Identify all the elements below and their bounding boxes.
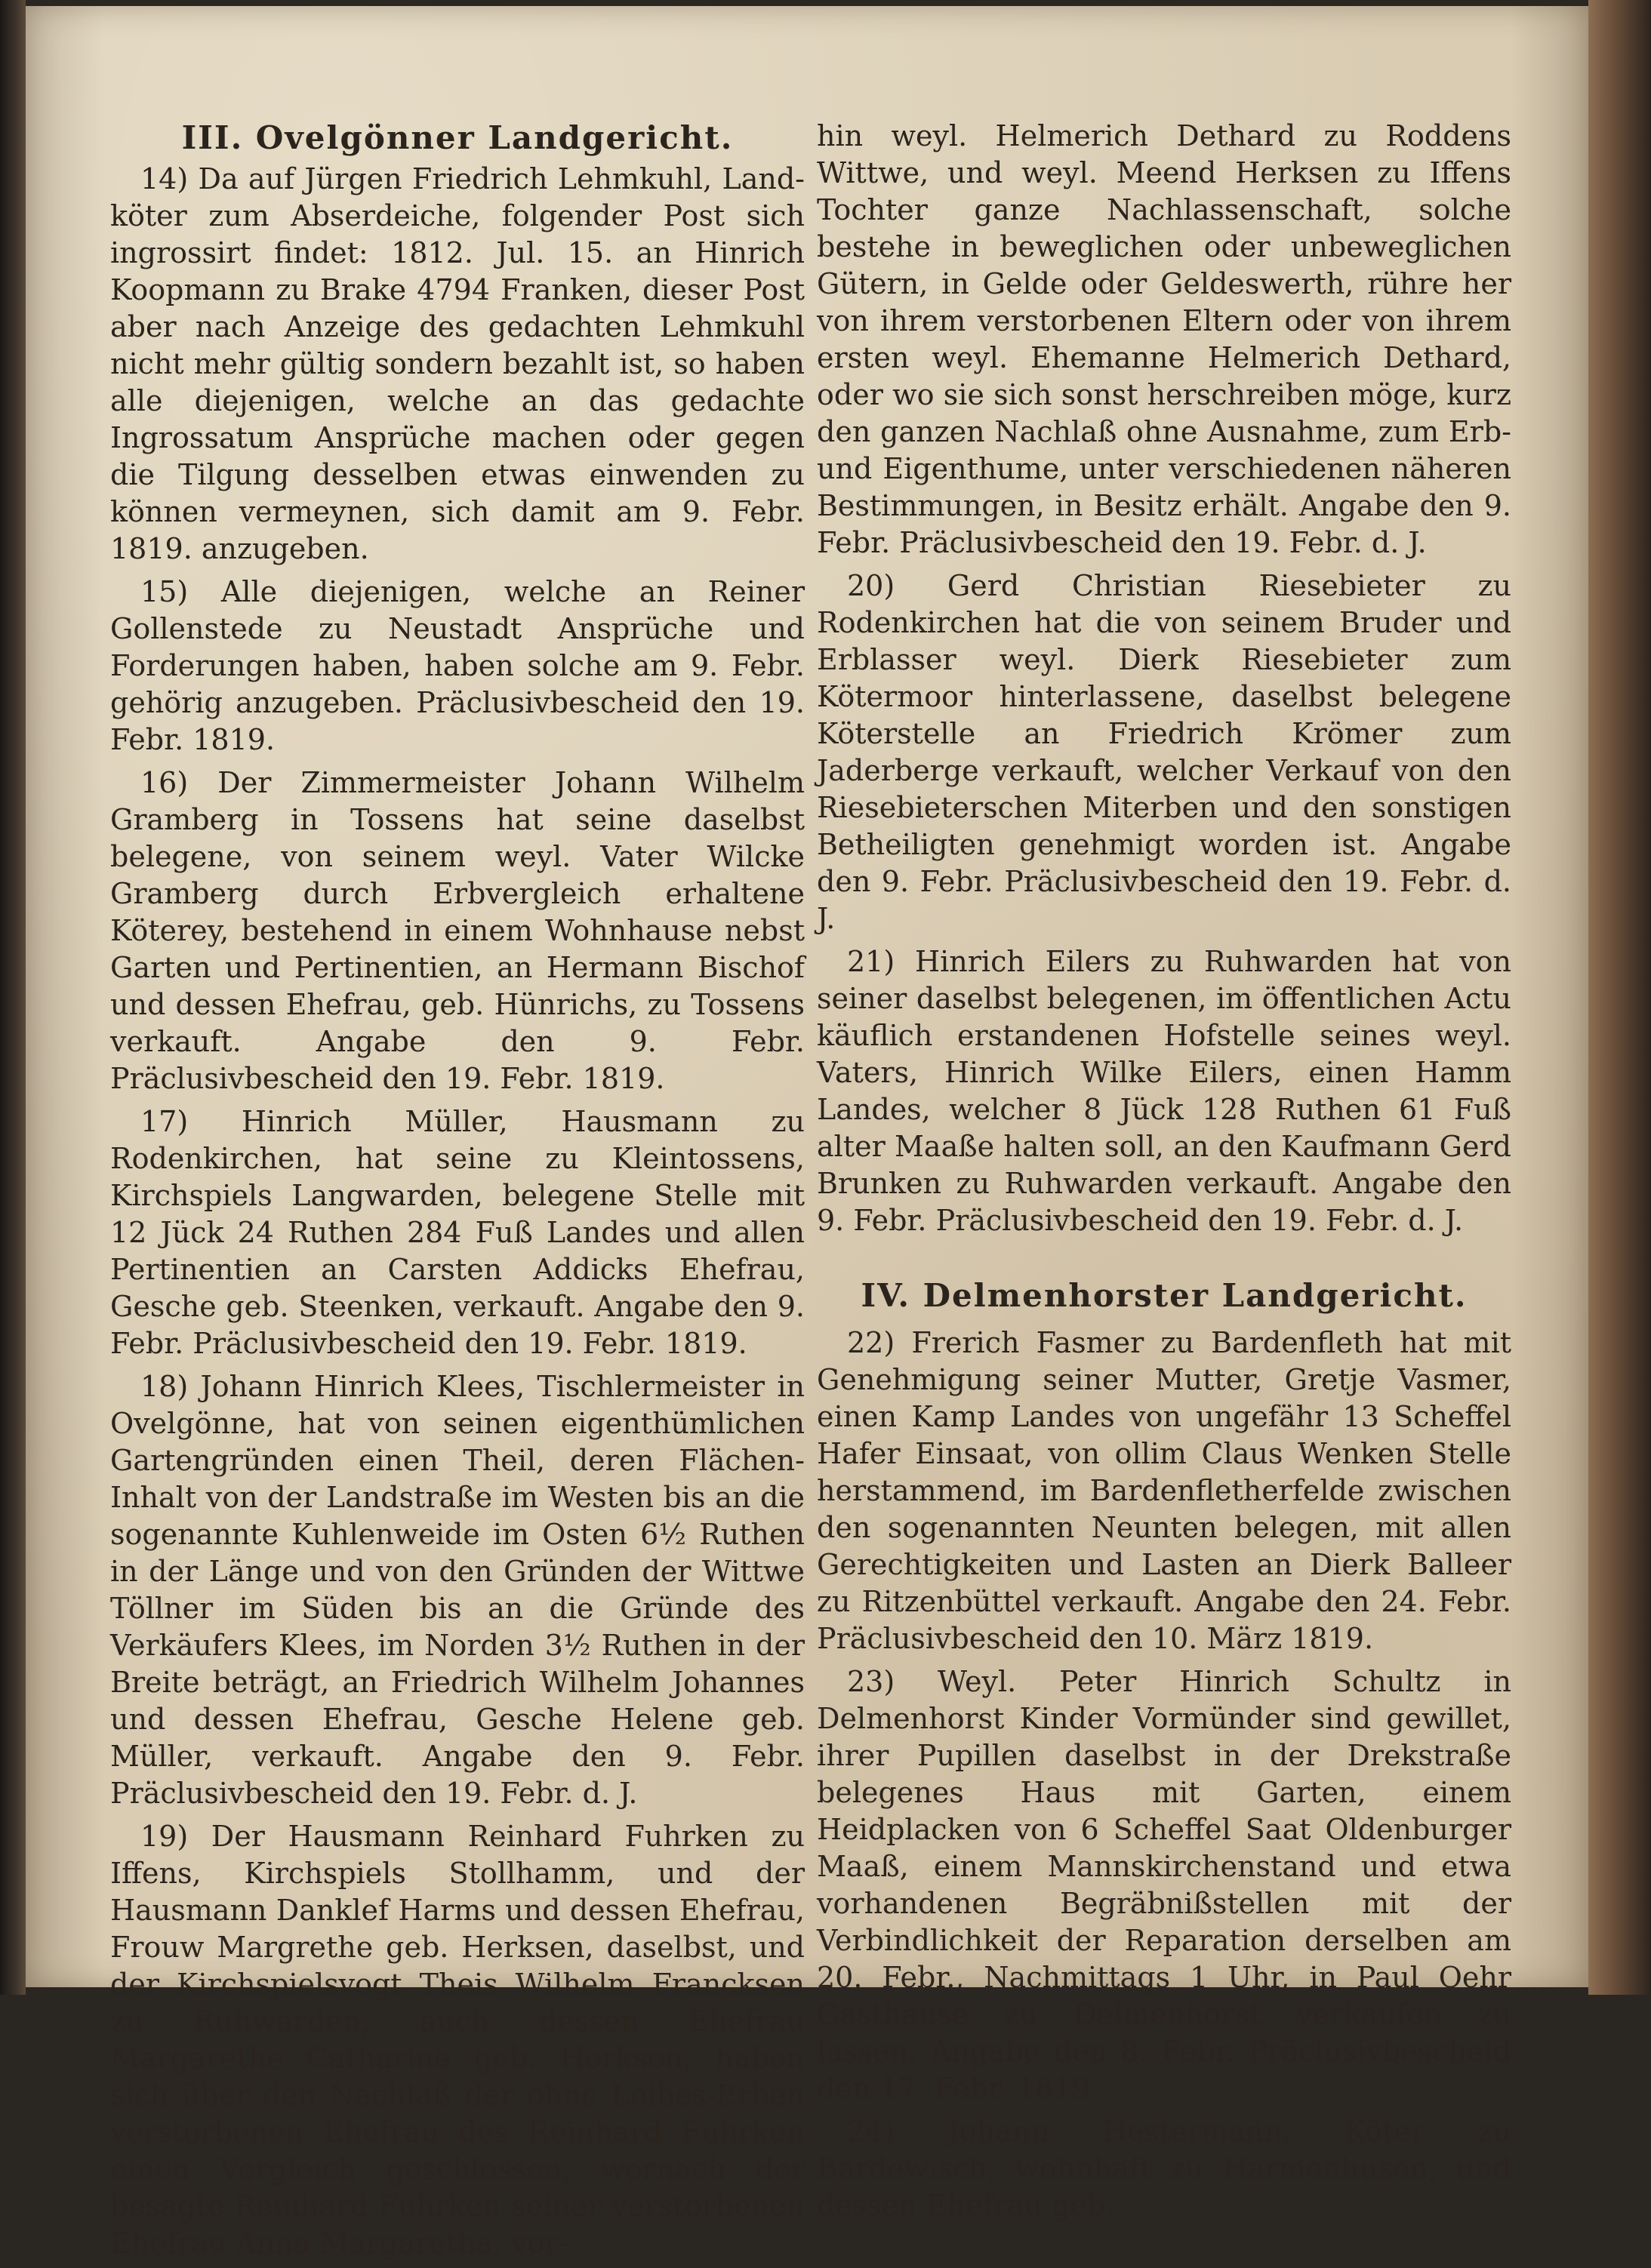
paragraph-24: 24) Johann Hestermann, Köter zu Bardewisch, wohnhaft zu Harmenhusen, und dessen Ehefrau geb. xyxy=(817,2115,1511,2222)
paragraph-19: 19) Der Hausmann Reinhard Fuhrken zu Iffens, Kirchspiels Stollhamm, und der Hausmann Danklef Harms und dessen Ehefrau, Frouw Margrethe geb. Herksen, daselbst, und der Kirchspielsvogt Theis Wilhelm Francksen zu Ruhwarden, auch dessen Ehefrau Margarethe Catharine geb. Herksen, haben sich über den Nachlaß der ohne Leibes-Erben verstorbenen Ehefrau des Reinhard Fuhrken einen Vergleich geschlossen, wornach der besagte Reinhard Fuhrken seiner verstorbenen Ehefrau Anna Margaretha, vor- xyxy=(110,1820,805,2260)
left-column xyxy=(110,119,805,2268)
paragraph-20: 20) Gerd Christian Riesebieter zu Rodenkirchen hat die von seinem Bruder und Erblasser weyl. Dierk Riesebieter zum Kötermoor hinterlassene, daselbst belegene Köterstelle an Friedrich Krömer zum Jaderberge verkauft, welcher Verkauf von den Riesebieterschen Miterben und den sonstigen Betheiligten genehmigt worden ist. Angabe den 9. Febr. Präclusivbescheid den 19. Febr. d. J. xyxy=(817,569,1511,935)
paragraph-18: 18) Johann Hinrich Klees, Tischlermeister in Ovelgönne, hat von seinen eigenthümlichen Gartengründen einen Theil, deren Flächen-Inhalt von der Landstraße im Westen bis an die sogenannte Kuhlenweide im Osten 6½ Ruthen in der Länge und von den Gründen der Wittwe Töllner im Süden bis an die Gründe des Verkäufers Klees, im Norden 3½ Ruthen in der Breite beträgt, an Friedrich Wilhelm Johannes und dessen Ehefrau, Gesche Helene geb. Müller, verkauft. Angabe den 9. Febr. Präclusivbescheid den 19. Febr. d. J. xyxy=(110,1370,805,1810)
paragraph-15: 15) Alle diejenigen, welche an Reiner Gollenstede zu Neustadt Ansprüche und Forderungen haben, haben solche am 9. Febr. gehörig anzugeben. Präclusivbescheid den 19. Febr. 1819. xyxy=(110,575,805,756)
right-column xyxy=(817,118,1511,2230)
page-edge xyxy=(1588,0,1651,1995)
book-binding xyxy=(0,0,26,1995)
section-title-iv: IV. Delmenhorster Landgericht. xyxy=(861,1277,1468,1314)
paragraph-23: 23) Weyl. Peter Hinrich Schultz in Delmenhorst Kinder Vormünder sind gewillet, ihrer Pupillen daselbst in der Drekstraße belegenes Haus mit Garten, einem Heidplacken von 6 Scheffel Saat Oldenburger Maaß, einem Mannskirchenstand und etwa vorhandenen Begräbnißstellen mit der Verbindlichkeit der Reparation derselben am 20. Febr., Nachmittags 1 Uhr, in Paul Oehr Gasthause zu Delmenhorst verkaufen zu lassen. Angabe den 8. Febr. Präclusivbescheid den 17. Febr. 1819. xyxy=(817,1665,1511,2105)
paragraph-17: 17) Hinrich Müller, Hausmann zu Rodenkirchen, hat seine zu Kleintossens, Kirchspiels Langwarden, belegene Stelle mit 12 Jück 24 Ruthen 284 Fuß Landes und allen Pertinentien an Carsten Addicks Ehefrau, Gesche geb. Steenken, verkauft. Angabe den 9. Febr. Präclusivbescheid den 19. Febr. 1819. xyxy=(110,1105,805,1360)
paragraph-22: 22) Frerich Fasmer zu Bardenfleth hat mit Genehmigung seiner Mutter, Gretje Vasmer, einen Kamp Landes von ungefähr 13 Scheffel Hafer Einsaat, von ollim Claus Wenken Stelle herstammend, im Bardenfletherfelde zwischen den sogenannten Neunten belegen, mit allen Gerechtigkeiten und Lasten an Dierk Balleer zu Ritzenbüttel verkauft. Angabe den 24. Febr. Präclusivbescheid den 10. März 1819. xyxy=(817,1326,1511,1655)
paragraph-21: 21) Hinrich Eilers zu Ruhwarden hat von seiner daselbst belegenen, im öffentlichen Actu käuflich erstandenen Hofstelle seines weyl. Vaters, Hinrich Wilke Eilers, einen Hamm Landes, welcher 8 Jück 128 Ruthen 61 Fuß alter Maaße halten soll, an den Kaufmann Gerd Brunken zu Ruhwarden verkauft. Angabe den 9. Febr. Präclusivbescheid den 19. Febr. d. J. xyxy=(817,945,1511,1237)
document-page xyxy=(26,6,1588,2260)
paragraph-14: 14) Da auf Jürgen Friedrich Lehmkuhl, Land-köter zum Abserdeiche, folgender Post sich ingrossirt findet: 1812. Jul. 15. an Hinrich Koopmann zu Brake 4794 Franken, dieser Post aber nach Anzeige des gedachten Lehmkuhl nicht mehr gültig sondern bezahlt ist, so haben alle diejenigen, welche an das gedachte Ingrossatum Ansprüche machen oder gegen die Tilgung desselben etwas einwenden zu können vermeynen, sich damit am 9. Febr. 1819. anzugeben. xyxy=(110,162,805,565)
paragraph-16: 16) Der Zimmermeister Johann Wilhelm Gramberg in Tossens hat seine daselbst belegene, von seinem weyl. Vater Wilcke Gramberg durch Erbvergleich erhaltene Köterey, bestehend in einem Wohnhause nebst Garten und Pertinentien, an Hermann Bischof und dessen Ehefrau, geb. Hünrichs, zu Tossens verkauft. Angabe den 9. Febr. Präclusivbescheid den 19. Febr. 1819. xyxy=(110,766,805,1095)
paragraph-19-continuation: hin weyl. Helmerich Dethard zu Roddens Wittwe, und weyl. Meend Herksen zu Iffens Tochter ganze Nachlassenschaft, solche bestehe in beweglichen oder unbeweglichen Gütern, in Gelde oder Geldeswerth, rühre her von ihrem verstorbenen Eltern oder von ihrem ersten weyl. Ehemanne Helmerich Dethard, oder wo sie sich sonst herschreiben möge, kurz den ganzen Nachlaß ohne Ausnahme, zum Erb- und Eigenthume, unter verschiedenen näheren Bestimmungen, in Besitz erhält. Angabe den 9. Febr. Präclusivbescheid den 19. Febr. d. J. xyxy=(817,119,1511,559)
section-title-iii: III. Ovelgönner Landgericht. xyxy=(181,119,734,156)
